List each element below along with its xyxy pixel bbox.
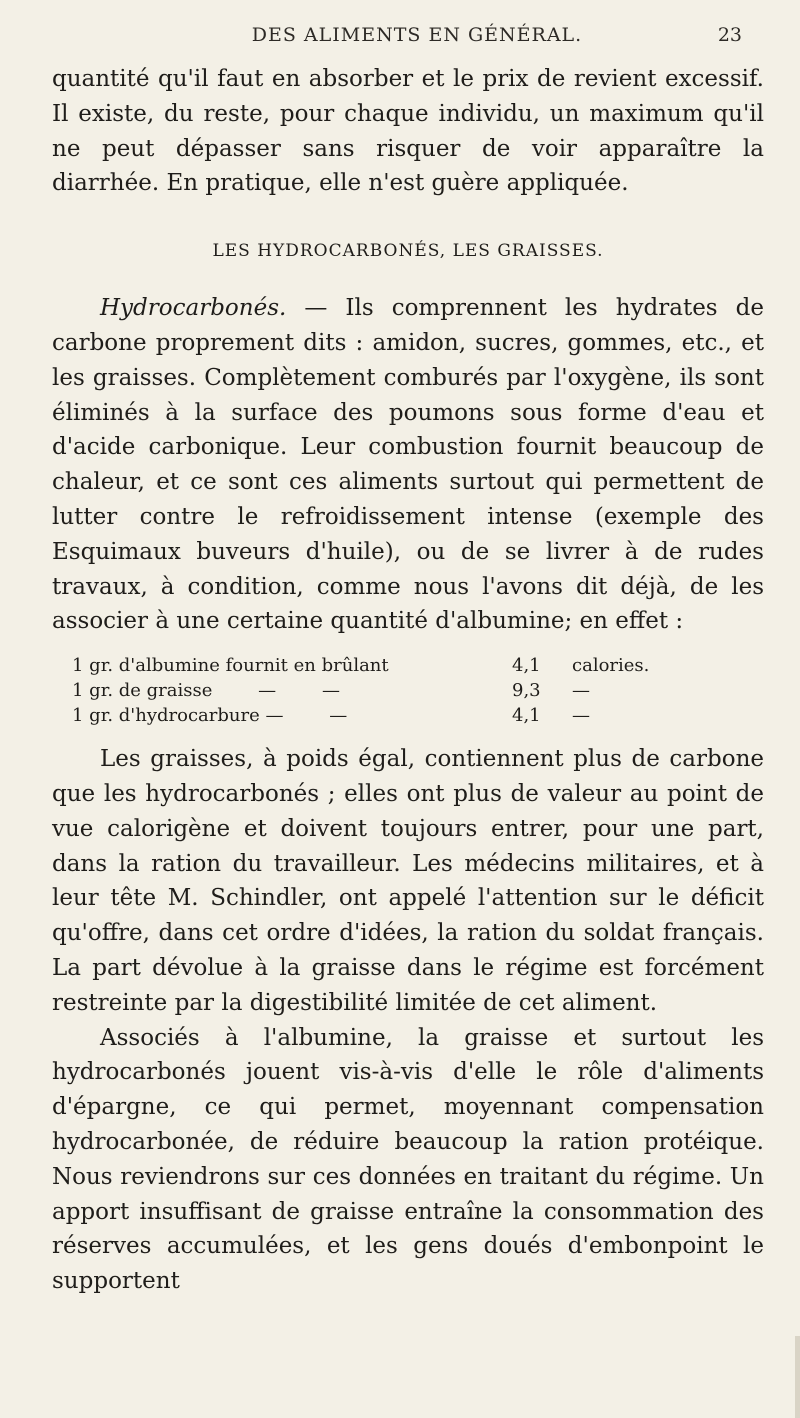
page-edge-shadow — [795, 1336, 800, 1418]
paragraph-lead-term: Hydrocarbonés. — [100, 295, 287, 322]
page-number: 23 — [717, 24, 742, 46]
table-row-unit: — — [572, 680, 590, 702]
calorie-table — [72, 653, 712, 728]
table-row-value: 4,1 — [512, 655, 541, 677]
paragraph-graisses: Les graisses, à poids égal, contiennent plus de carbone que les hydrocarbonés ; elles ont plus de valeur au point de vue calorigène et doivent toujours entrer, pour une part, dans la ration du travailleur. Les médecins militaires, et à leur tête M. Schindler, ont appelé l'attention sur le déficit qu'offre, dans cet ordre d'idées, la ration du soldat français. La part dévolue à la graisse dans le régime est forcément restreinte par la digestibilité limitée de cet aliment. — [52, 746, 764, 1016]
table-row-unit: calories. — [572, 655, 650, 677]
running-head — [52, 24, 782, 50]
table-row-unit: — — [572, 705, 590, 727]
paragraph-continuation: quantité qu'il faut en absorber et le prix de revient excessif. Il existe, du reste, pour chaque individu, un maximum qu'il ne peut dépasser sans risquer de voir apparaître la diarrhée. En pratique, elle n'est guère appliquée. — [52, 66, 764, 197]
section-heading: LES HYDROCARBONÉS, LES GRAISSES. — [212, 241, 604, 262]
running-title: DES ALIMENTS EN GÉNÉRAL. — [251, 24, 583, 46]
table-row-label: 1 gr. de graisse — — — [72, 680, 340, 702]
paragraph-associes: Associés à l'albumine, la graisse et surtout les hydrocarbonés jouent vis-à-vis d'elle le rôle d'aliments d'épargne, ce qui permet, moyennant compensation hydrocarbonée, de réduire beaucoup la ration protéique. Nous reviendrons sur ces données en traitant du régime. Un apport insuffisant de graisse entraîne la consommation des réserves accumulées, et les gens doués d'embonpoint le supportent — [52, 1024, 764, 1295]
table-row — [72, 703, 712, 728]
table-row-label: 1 gr. d'hydrocarbure — — — [72, 705, 348, 727]
table-row — [72, 678, 712, 703]
table-row-value: 4,1 — [512, 705, 541, 727]
paragraph-hydrocarbones — [52, 291, 764, 639]
table-row-value: 9,3 — [512, 680, 541, 702]
table-row — [72, 653, 712, 678]
paragraph-hydrocarbones-text: — Ils comprennent les hydrates de carbone proprement dits : amidon, sucres, gommes, etc., et les graisses. Complètement comburés par l'oxygène, ils sont éliminés à la surface des poumons sous forme d'eau et d'acide carbonique. Leur combustion fournit beaucoup de chaleur, et ce sont ces aliments surtout qui permettent de lutter contre le refroidissement intense (exemple des Esquimaux buveurs d'huile), ou de se livrer à de rudes travaux, à condition, comme nous l'avons dit déjà, de les associer à une certaine quantité d'albumine; en effet : — [52, 295, 764, 635]
body-text — [52, 62, 764, 1299]
table-row-label: 1 gr. d'albumine fournit en brûlant — [72, 655, 389, 677]
